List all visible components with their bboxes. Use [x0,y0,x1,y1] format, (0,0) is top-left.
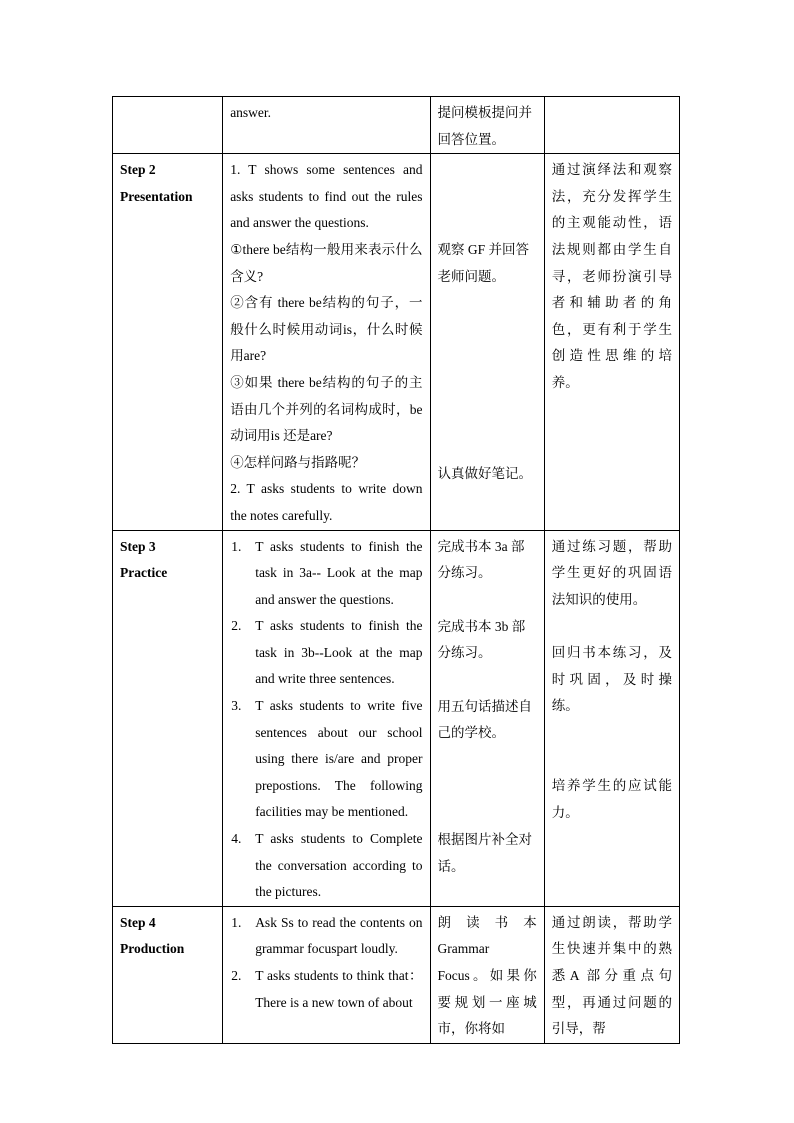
purpose-cell [544,154,679,530]
student-cell [430,906,544,1043]
student-cell [430,530,544,906]
student-text: 完成书本 3b 部分练习。 [437,618,526,661]
table-row [113,154,680,530]
step-number: Step 4 [120,914,156,930]
activity-cell [223,97,430,154]
table-row [113,97,680,154]
list-item: 2. T asks students to think that：There is a new town of about [231,968,423,1010]
list-item: 1. T asks students to finish the task in 3a-- Look at the map and answer the questions. [231,538,423,607]
activity-text: ③如果 there be结构的句子的主语由几个并列的名词构成时，be动词用is 还是are? [230,374,423,444]
list-item: 2. T asks students to finish the task in 3b--Look at the map and write three sentences. [231,618,423,687]
list-item: 3. T asks students to write five sentences about our school using there is/are and proper prepostions. The following facilities may be mentioned. [231,698,423,820]
activity-list [230,907,422,1016]
table-row [113,530,680,906]
purpose-text: 通过练习题，帮助学生更好的巩固语法知识的使用。 [551,538,672,607]
step-title: Production [120,941,185,957]
activity-text: ④怎样问路与指路呢？ [230,454,366,470]
step-title: Presentation [120,188,193,204]
activity-cell [223,906,430,1043]
step-cell [113,154,223,530]
step-number: Step 2 [120,162,156,178]
purpose-cell [544,97,679,154]
purpose-cell [544,906,679,1043]
step-number: Step 3 [120,538,156,554]
student-cell [430,154,544,530]
lesson-plan-table [112,96,680,1044]
student-cell [430,97,544,154]
student-text: 朗 读 书 本 Grammar Focus。如果你要规划一座城市，你将如 [437,914,537,1037]
activity-text: ①there be结构一般用来表示什么含义? [230,241,423,284]
purpose-text: 通过演绎法和观察法，充分发挥学生的主观能动性，语法规则都由学生自寻，老师扮演引导者和辅助者的角色，更有利于学生创造性思维的培养。 [551,162,672,390]
step-title: Practice [120,565,168,581]
purpose-text: 回归书本练习，及时巩固，及时操练。 [551,645,672,714]
step-cell [113,906,223,1043]
step-cell [113,530,223,906]
student-text: 认真做好笔记。 [437,466,533,482]
purpose-text: 培养学生的应试能力。 [551,778,672,820]
activity-cell [223,530,430,906]
activity-text: 1. T shows some sentences and asks students to find out the rules and answer the questions. [230,162,423,231]
student-text: 用五句话描述自己的学校。 [437,698,533,741]
student-text: 完成书本 3a 部分练习。 [437,538,525,581]
activity-list [230,531,422,906]
activity-cell [223,154,430,530]
activity-text: answer. [230,105,272,120]
purpose-cell [544,530,679,906]
table-row [113,906,680,1043]
list-item: 4. T asks students to Complete the conversation according to the pictures. [231,831,423,900]
purpose-text: 通过朗读，帮助学生快速并集中的熟悉A 部分重点句型，再通过问题的引导，帮 [551,914,672,1037]
activity-text: 2. T asks students to write down the notes carefully. [230,481,423,523]
list-item: 1. Ask Ss to read the contents on grammar focuspart loudly. [231,914,423,957]
student-text: 根据图片补全对话。 [437,832,533,874]
step-cell [113,97,223,154]
activity-text: ②含有 there be结构的句子，一般什么时候用动词is，什么时候用are? [230,295,423,364]
student-text: 观察 GF 并回答老师问题。 [437,242,530,284]
student-text: 提问模板提问并回答位置。 [437,105,533,147]
